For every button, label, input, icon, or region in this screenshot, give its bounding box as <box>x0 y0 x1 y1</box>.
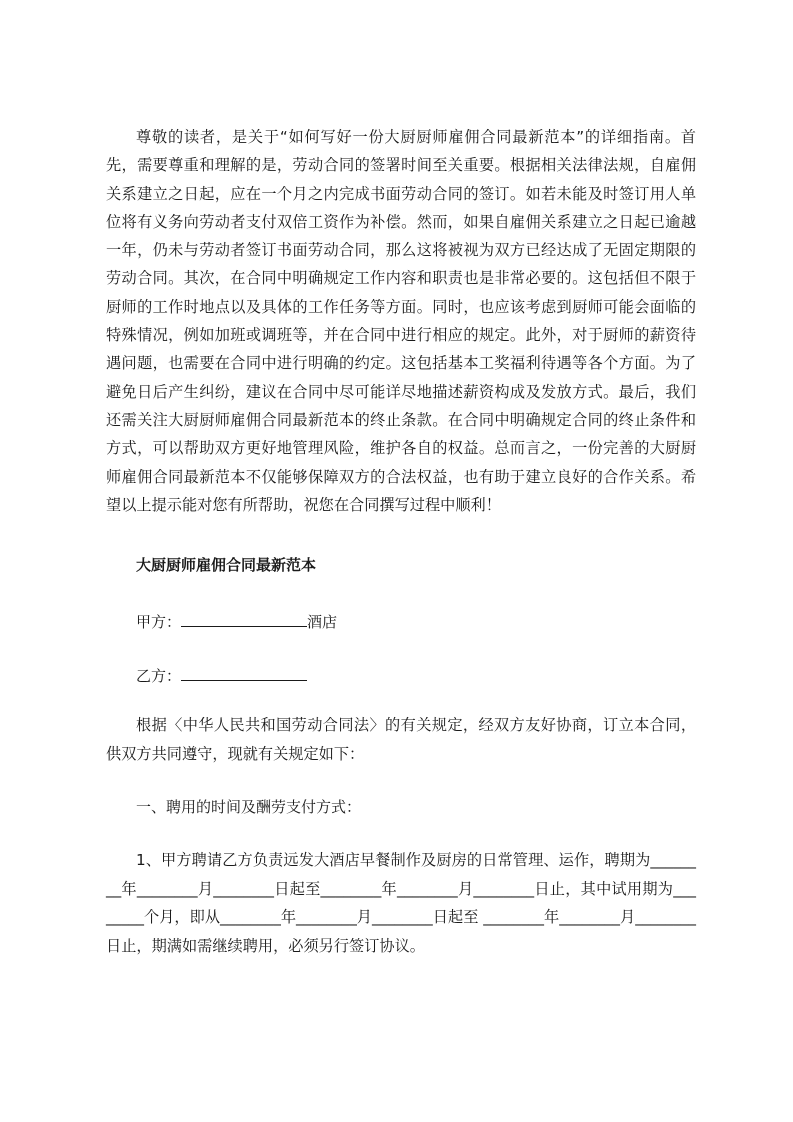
party-a-label: 甲方： <box>136 613 182 631</box>
preamble-paragraph: 根据〈中华人民共和国劳动合同法〉的有关规定，经双方友好协商，订立本合同，供双方共同遵守，现就有关规定如下： <box>106 716 696 763</box>
intro-paragraph: 尊敬的读者，是关于“如何写好一份大厨厨师雇佣合同最新范本”的详细指南。首先，需要尊重和理解的是，劳动合同的签署时间至关重要。根据相关法律法规，自雇佣关系建立之日起，应在一个月之内完成书面劳动合同的签订。如若未能及时签订用人单位将有义务向劳动者支付双倍工资作为补偿。然而，如果自雇佣关系建立之日起已逾越一年，仍未与劳动者签订书面劳动合同，那么这将被视为双方已经达成了无固定期限的劳动合同。其次，在合同中明确规定工作内容和职责也是非常必要的。这包括但不限于厨师的工作时地点以及具体的工作任务等方面。同时，也应该考虑到厨师可能会面临的特殊情况，例如加班或调班等，并在合同中进行相应的规定。此外，对于厨师的薪资待遇问题，也需要在合同中进行明确的约定。这包括基本工奖福利待遇等各个方面。为了避免日后产生纠纷，建议在合同中尽可能详尽地描述薪资构成及发放方式。最后，我们还需关注大厨厨师雇佣合同最新范本的终止条款。在合同中明确规定合同的终止条件和方式，可以帮助双方更好地管理风险，维护各自的权益。总而言之，一份完善的大厨厨师雇佣合同最新范本不仅能够保障双方的合法权益，也有助于建立良好的合作关系。希望以上提示能对您有所帮助，祝您在合同撰写过程中顺利！ <box>106 128 696 514</box>
section-1-heading: 一、聘用的时间及酬劳支付方式： <box>136 798 362 816</box>
party-b-line <box>136 665 307 686</box>
clause-1-paragraph: 1、甲方聘请乙方负责远发大酒店早餐制作及厨房的日常管理、运作，聘期为________年________月________日起至________年________月________日止，其中试用期为________个月，即从________年________月________日起至 ________年________月________日止，期满如需继续聘用，必须另行签订协议。 <box>106 851 696 955</box>
party-b-blank <box>181 665 307 681</box>
party-a-blank <box>181 611 307 627</box>
contract-title: 大厨厨师雇佣合同最新范本 <box>136 556 317 574</box>
party-a-suffix: 酒店 <box>307 613 338 631</box>
party-a-line <box>136 611 337 632</box>
party-b-label: 乙方： <box>136 667 182 685</box>
